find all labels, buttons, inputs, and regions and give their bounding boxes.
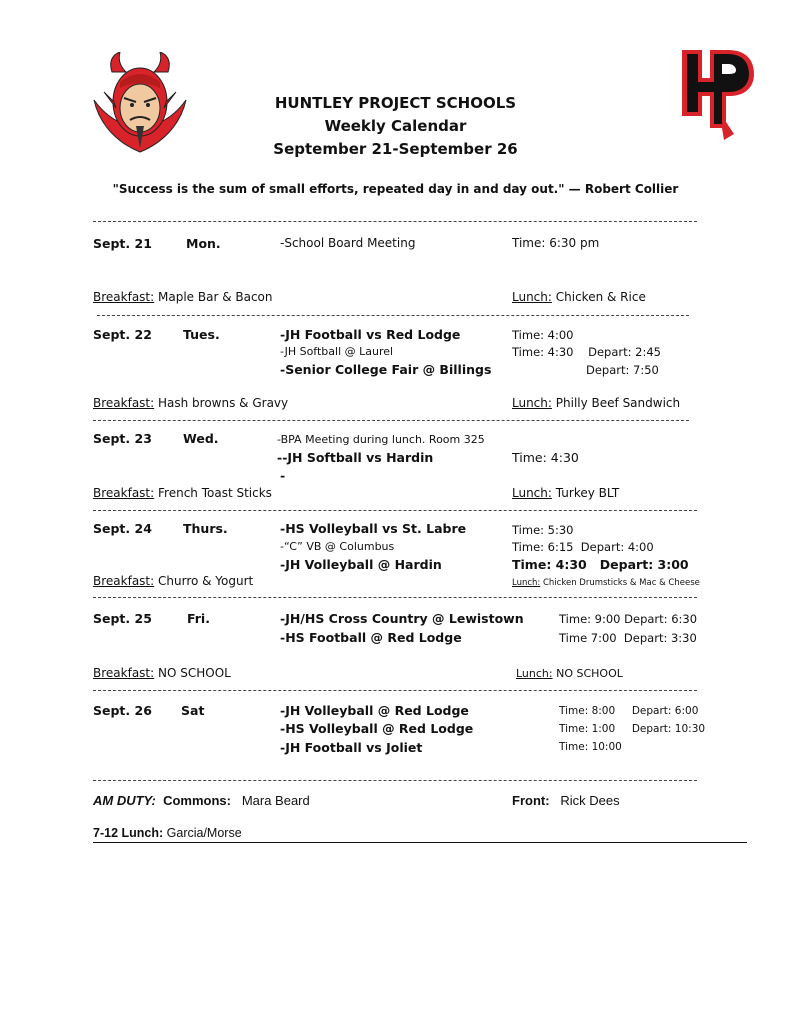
divider [93,597,697,598]
divider [93,420,689,421]
lunch-menu: Chicken & Rice [555,290,646,304]
lunch-label: Lunch: [512,486,552,500]
event: -JH Football vs Joliet [280,740,423,755]
event-time: Depart: 7:50 [586,363,659,377]
lunch-menu: Turkey BLT [555,486,620,500]
divider [93,510,697,511]
breakfast-menu: French Toast Sticks [158,486,272,500]
day-name: Sat [181,703,205,718]
day-name: Fri. [187,611,210,626]
event: -HS Volleyball vs St. Labre [280,521,467,536]
commons-label: Commons: [163,793,231,808]
event-time: Time: 1:00 Depart: 10:30 [559,723,706,735]
breakfast-menu: Churro & Yogurt [158,574,254,588]
day-name: Tues. [183,327,220,342]
lunch-label: Lunch: [512,290,552,304]
lunch-duty-label: 7-12 Lunch: [93,826,164,840]
event: -JH Volleyball @ Hardin [280,557,442,572]
event-time: Time: 6:15 Depart: 4:00 [512,540,654,554]
event-time: Time: 8:00 Depart: 6:00 [559,705,699,717]
event: -JH/HS Cross Country @ Lewistown [280,611,524,626]
school-name: HUNTLEY PROJECT SCHOOLS [274,94,517,112]
event-time: Time: 6:30 pm [512,236,600,250]
breakfast-label: Breakfast: [93,574,155,588]
day-date: Sept. 26 [93,703,152,718]
event: -“C” VB @ Columbus [280,540,395,553]
footer-rule [93,842,747,843]
event: -JH Volleyball @ Red Lodge [280,703,469,718]
am-duty [93,793,310,808]
event: -BPA Meeting during lunch. Room 325 [277,433,485,446]
front-label: Front: [512,793,550,808]
quote: "Success is the sum of small efforts, repeated day in and day out." — Robert Collier [112,182,679,196]
front-name: Rick Dees [560,793,620,808]
breakfast-menu: Hash browns & Gravy [158,396,289,410]
divider [93,221,697,222]
day-date: Sept. 22 [93,327,152,342]
event-time: Time: 5:30 [512,523,574,537]
event: - [280,468,286,483]
day-date: Sept. 25 [93,611,152,626]
breakfast-menu: Maple Bar & Bacon [158,290,273,304]
day-name: Mon. [186,236,221,251]
event: -JH Softball @ Laurel [280,345,394,358]
lunch-menu: Philly Beef Sandwich [555,396,681,410]
divider [97,315,689,316]
lunch-label: Lunch: [512,396,552,410]
event: -Senior College Fair @ Billings [280,362,492,377]
event-time: Time: 4:30 Depart: 2:45 [512,345,661,359]
front-duty [512,793,620,808]
lunch-label: Lunch: [516,667,553,680]
day-date: Sept. 21 [93,236,152,251]
event-time: Time: 4:00 [512,328,574,342]
date-range: September 21-September 26 [273,140,518,158]
breakfast-menu: NO SCHOOL [158,666,231,680]
event: -HS Football @ Red Lodge [280,630,462,645]
commons-name: Mara Beard [241,793,310,808]
divider [93,780,697,781]
event-time: Time: 4:30 Depart: 3:00 [512,557,689,572]
event: -JH Football vs Red Lodge [280,327,461,342]
lunch-duty-name: Garcia/Morse [166,826,242,840]
breakfast-label: Breakfast: [93,486,155,500]
lunch-menu: NO SCHOOL [556,667,623,680]
breakfast-label: Breakfast: [93,396,155,410]
event-time: Time 7:00 Depart: 3:30 [559,631,697,645]
event: -School Board Meeting [280,236,416,250]
day-name: Wed. [183,431,219,446]
event-time: Time: 10:00 [559,741,622,753]
am-duty-label: AM DUTY: [93,793,156,808]
divider [93,690,697,691]
lunch-menu: Chicken Drumsticks & Mac & Cheese [543,578,700,588]
hp-logo-text: HP [716,106,718,107]
lunch-label: Lunch: [512,578,541,588]
day-date: Sept. 23 [93,431,152,446]
event: -HS Volleyball @ Red Lodge [280,721,474,736]
calendar-title: Weekly Calendar [324,117,467,135]
breakfast-label: Breakfast: [93,290,155,304]
event-time: Time: 9:00 Depart: 6:30 [559,612,698,626]
day-date: Sept. 24 [93,521,152,536]
lunch-duty [93,826,242,840]
event-time: Time: 4:30 [512,450,579,465]
day-name: Thurs. [183,521,228,536]
event: --JH Softball vs Hardin [277,450,434,465]
breakfast-label: Breakfast: [93,666,155,680]
